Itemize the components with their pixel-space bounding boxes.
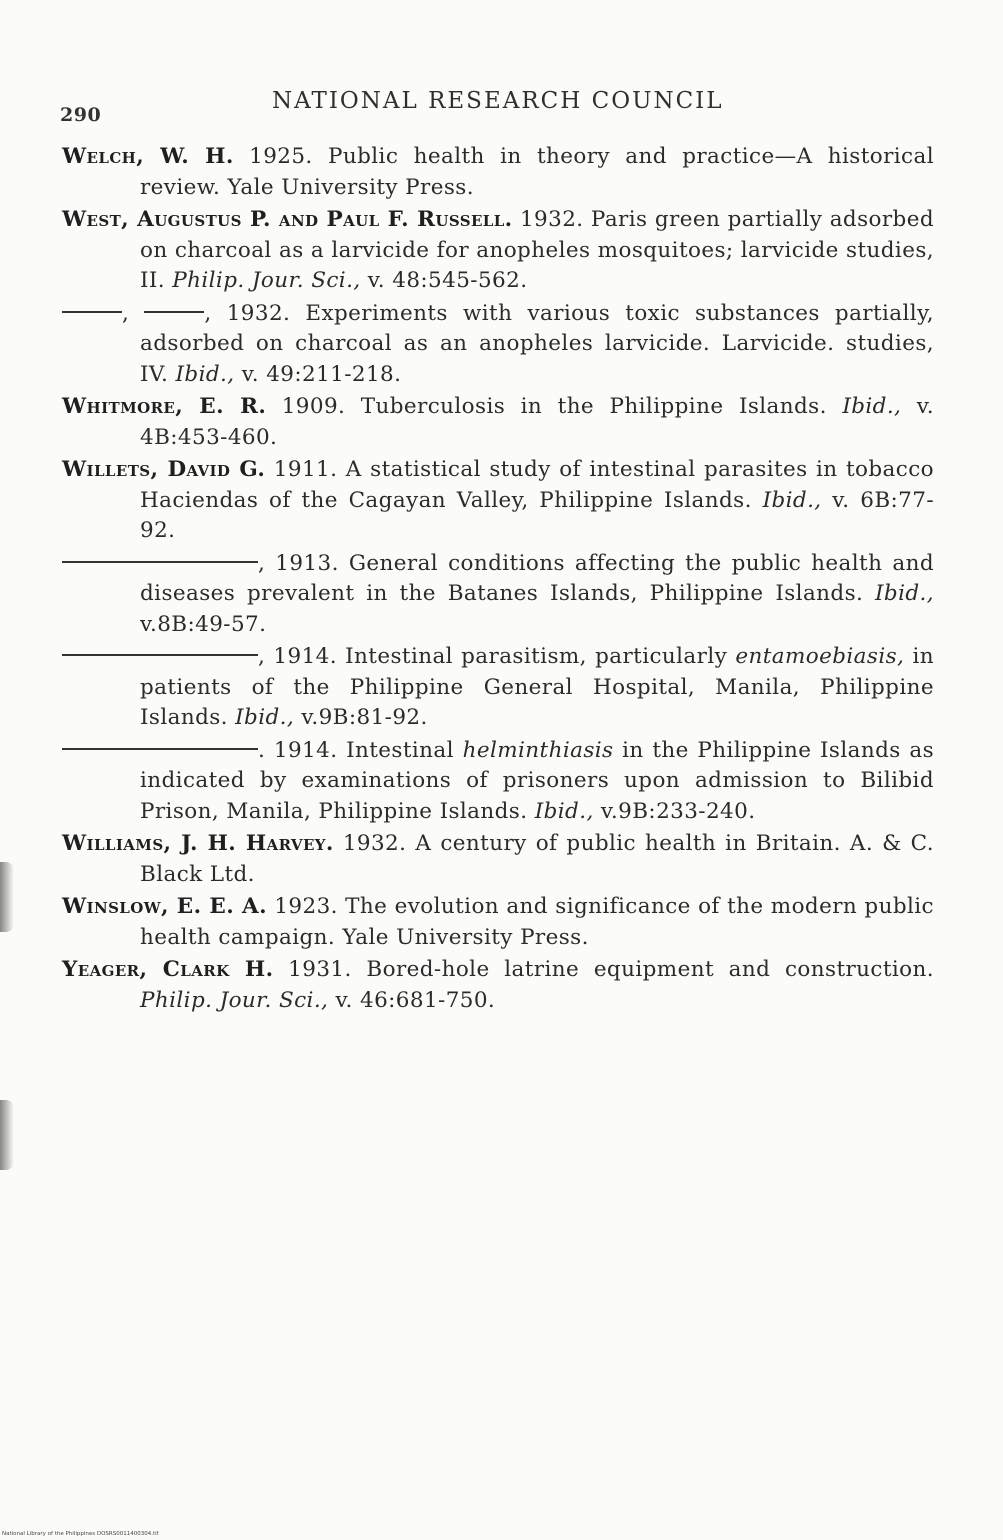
reference-journal: Ibid., xyxy=(534,798,594,824)
page-number: 290 xyxy=(60,104,102,126)
reference-author: Whitmore, E. R. xyxy=(62,394,267,419)
reference-text: . 1914. Intestinal xyxy=(258,737,463,763)
reference-journal: Philip. Jour. Sci., xyxy=(172,268,361,293)
ditto-dash xyxy=(62,654,258,656)
reference-journal: Philip. Jour. Sci., xyxy=(140,987,329,1013)
scan-credit: National Library of the Philippines DOSRS0011400304.tif xyxy=(2,1531,159,1537)
scan-edge-mark xyxy=(0,1100,14,1170)
reference-text: 1909. Tuberculosis in the Philippine Islands. xyxy=(266,394,843,419)
reference-volume: v. 48:545-562. xyxy=(360,268,528,293)
reference-author: Williams, J. H. Harvey. xyxy=(62,831,334,856)
reference-entry xyxy=(62,205,934,297)
reference-entry xyxy=(62,955,934,1016)
reference-volume: v. 49:211-218. xyxy=(234,361,402,387)
reference-entry xyxy=(62,736,934,828)
reference-text: 1932. Paris green partially adsorbed on charcoal as a larvicide for anopheles mosquitoes; larvicide studies, II. xyxy=(140,207,934,293)
reference-entry xyxy=(62,642,934,734)
reference-author: Willets, David G. xyxy=(62,457,266,482)
reference-volume: v.9B:233-240. xyxy=(593,798,756,824)
ditto-dash xyxy=(144,311,204,313)
reference-author: Welch, W. H. xyxy=(62,144,234,169)
reference-entry xyxy=(62,392,934,453)
reference-text: , 1913. General conditions affecting the public health and diseases prevalent in the Batanes Islands, Philippine Islands. xyxy=(140,550,934,606)
reference-entry xyxy=(62,299,934,391)
reference-text: 1932. A century of public health in Britain. A. & C. Black Ltd. xyxy=(140,831,934,887)
reference-volume: v. 6B:77-92. xyxy=(140,487,934,543)
reference-author: West, Augustus P. and Paul F. Russell. xyxy=(62,207,513,232)
reference-entry xyxy=(62,549,934,641)
reference-entry xyxy=(62,455,934,547)
reference-text: 1911. A statistical study of intestinal parasites in tobacco Haciendas of the Cagayan Valley, Philippine Islands. xyxy=(140,457,935,513)
reference-text: 1931. Bored-hole latrine equipment and construction. xyxy=(273,957,934,982)
reference-journal: Ibid., xyxy=(175,361,235,387)
reference-italic-term: entamoebiasis, xyxy=(735,644,905,669)
reference-list xyxy=(62,142,934,1018)
reference-entry xyxy=(62,892,934,953)
ditto-dash xyxy=(62,748,258,750)
reference-text: 1923. The evolution and significance of the modern public health campaign. Yale University Press. xyxy=(140,894,934,950)
reference-text: 1925. Public health in theory and practice—A historical review. Yale University Press. xyxy=(140,144,934,200)
reference-volume: v. 46:681-750. xyxy=(328,987,496,1013)
page-header xyxy=(60,84,930,124)
ditto-dash xyxy=(62,311,122,313)
reference-journal: Ibid., xyxy=(875,581,934,606)
reference-text: , 1914. Intestinal parasitism, particularly xyxy=(258,644,736,669)
reference-italic-term: helminthiasis xyxy=(462,737,614,763)
reference-volume: v.8B:49-57. xyxy=(140,611,267,637)
reference-text: in the Philippine Islands as indicated by examinations of prisoners upon admission to Bilibid Prison, Manila, Philippine Islands. xyxy=(140,737,934,824)
ditto-dash xyxy=(62,561,258,563)
reference-volume: v.9B:81-92. xyxy=(294,705,428,730)
reference-author: Yeager, Clark H. xyxy=(62,957,274,982)
reference-journal: Ibid., xyxy=(762,487,822,513)
scan-edge-mark xyxy=(0,862,14,932)
ditto-separator: , xyxy=(122,300,145,326)
reference-journal: Ibid., xyxy=(842,394,902,419)
reference-journal: Ibid., xyxy=(235,705,295,730)
reference-entry xyxy=(62,142,934,203)
reference-text: , 1932. Experiments with various toxic substances partially, adsorbed on charcoal as an anopheles larvicide. Larvicide. studies, IV. xyxy=(140,300,934,387)
reference-text: in patients of the Philippine General Hospital, Manila, Philippine Islands. xyxy=(140,644,934,730)
reference-author: Winslow, E. E. A. xyxy=(62,894,268,919)
reference-volume: v. 4B:453-460. xyxy=(140,394,935,450)
reference-entry xyxy=(62,829,934,890)
running-head: NATIONAL RESEARCH COUNCIL xyxy=(272,88,724,114)
